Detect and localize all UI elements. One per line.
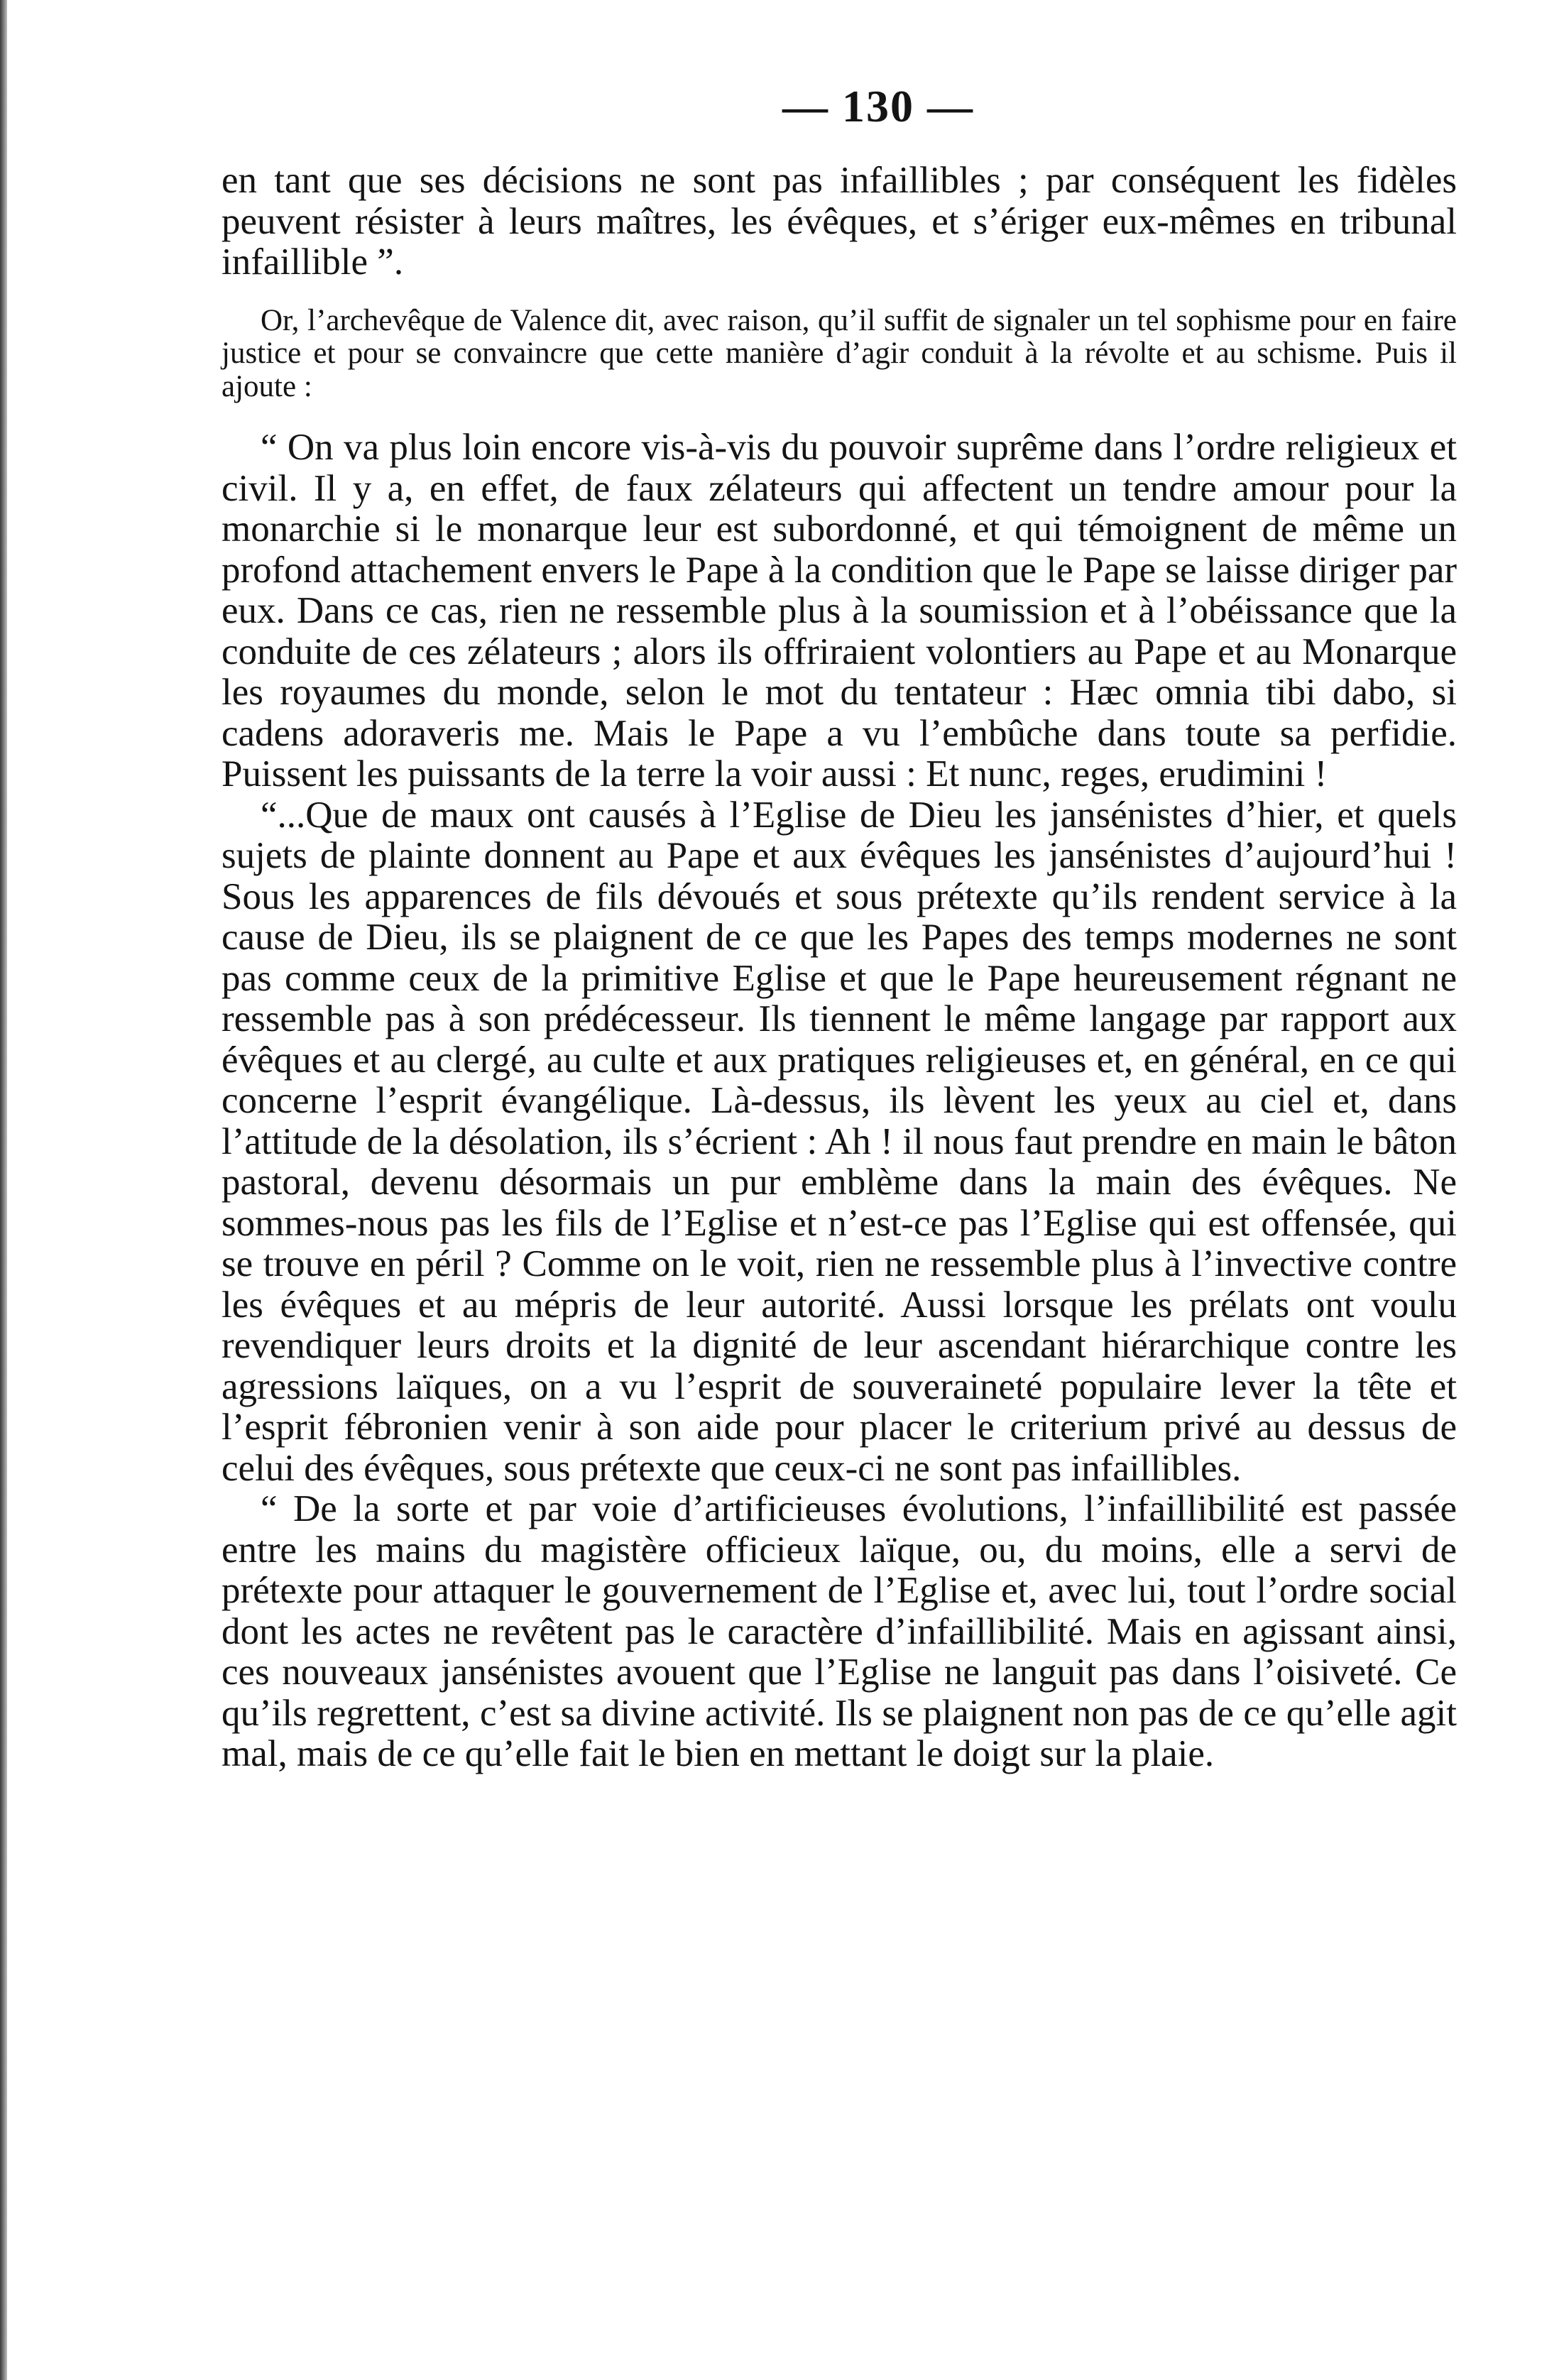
paragraph-continuation: en tant que ses décisions ne sont pas infaillibles ; par conséquent les fidèles peuvent résister à leurs maîtres, les évêques, et s’ériger eux-mêmes en tribunal infaillible ”. <box>222 160 1457 283</box>
paragraph-quotation-1: “ On va plus loin encore vis-à-vis du pouvoir suprême dans l’ordre religieux et civil. Il y a, en effet, de faux zélateurs qui affectent un tendre amour pour la monarchie si le monarque leur est subordonné, et qui témoignent de même un profond attachement envers le Pape à la condition que le Pape se laisse diriger par eux. Dans ce cas, rien ne ressemble plus à la soumission et à l’obéissance que la conduite de ces zélateurs ; alors ils offriraient volontiers au Pape et au Monarque les royaumes du monde, selon le mot du tentateur : Hæc omnia tibi dabo, si cadens adoraveris me. Mais le Pape a vu l’embûche dans toute sa perfidie. Puissent les puissants de la terre la voir aussi : Et nunc, reges, erudimini ! <box>222 427 1457 795</box>
paragraph-commentary: Or, l’archevêque de Valence dit, avec raison, qu’il suffit de signaler un tel sophisme pour en faire justice et pour se convaincre que cette manière d’agir conduit à la révolte et au schisme. Puis il ajoute : <box>222 303 1457 403</box>
book-page <box>222 78 1457 1775</box>
scan-left-edge <box>0 0 7 2380</box>
paragraph-quotation-3: “ De la sorte et par voie d’artificieuses évolutions, l’infaillibilité est passée entre les mains du magistère officieux laïque, ou, du moins, elle a servi de prétexte pour attaquer le gouvernement de l’Eglise et, avec lui, tout l’ordre social dont les actes ne revêtent pas le caractère d’infaillibilité. Mais en agissant ainsi, ces nouveaux jansénistes avouent que l’Eglise ne languit pas dans l’oisiveté. Ce qu’ils regrettent, c’est sa divine activité. Ils se plaignent non pas de ce qu’elle agit mal, mais de ce qu’elle fait le bien en mettant le doigt sur la plaie. <box>222 1488 1457 1774</box>
page-number: — 130 — <box>782 81 974 131</box>
paragraph-quotation-2: “...Que de maux ont causés à l’Eglise de Dieu les jansénistes d’hier, et quels sujets de plainte donnent au Pape et aux évêques les jansénistes d’aujourd’hui ! Sous les apparences de fils dévoués et sous prétexte qu’ils rendent service à la cause de Dieu, ils se plaignent de ce que les Papes des temps modernes ne sont pas comme ceux de la primitive Eglise et que le Pape heureusement régnant ne ressemble pas à son prédécesseur. Ils tiennent le même langage par rapport aux évêques et au clergé, au culte et aux pratiques religieuses et, en général, en ce qui concerne l’esprit évangélique. Là-dessus, ils lèvent les yeux au ciel et, dans l’attitude de la désolation, ils s’écrient : Ah ! il nous faut prendre en main le bâton pastoral, devenu désormais un pur emblème dans la main des évêques. Ne sommes-nous pas les fils de l’Eglise et n’est-ce pas l’Eglise qui est offensée, qui se trouve en péril ? Comme on le voit, rien ne ressemble plus à l’invective contre les évêques et au mépris de leur autorité. Aussi lorsque les prélats ont voulu revendiquer leurs droits et la dignité de leur ascendant hiérarchique contre les agressions laïques, on a vu l’esprit de souveraineté populaire lever la tête et l’esprit fébronien venir à son aide pour placer le criterium privé au dessus de celui des évêques, sous prétexte que ceux-ci ne sont pas infaillibles. <box>222 794 1457 1489</box>
